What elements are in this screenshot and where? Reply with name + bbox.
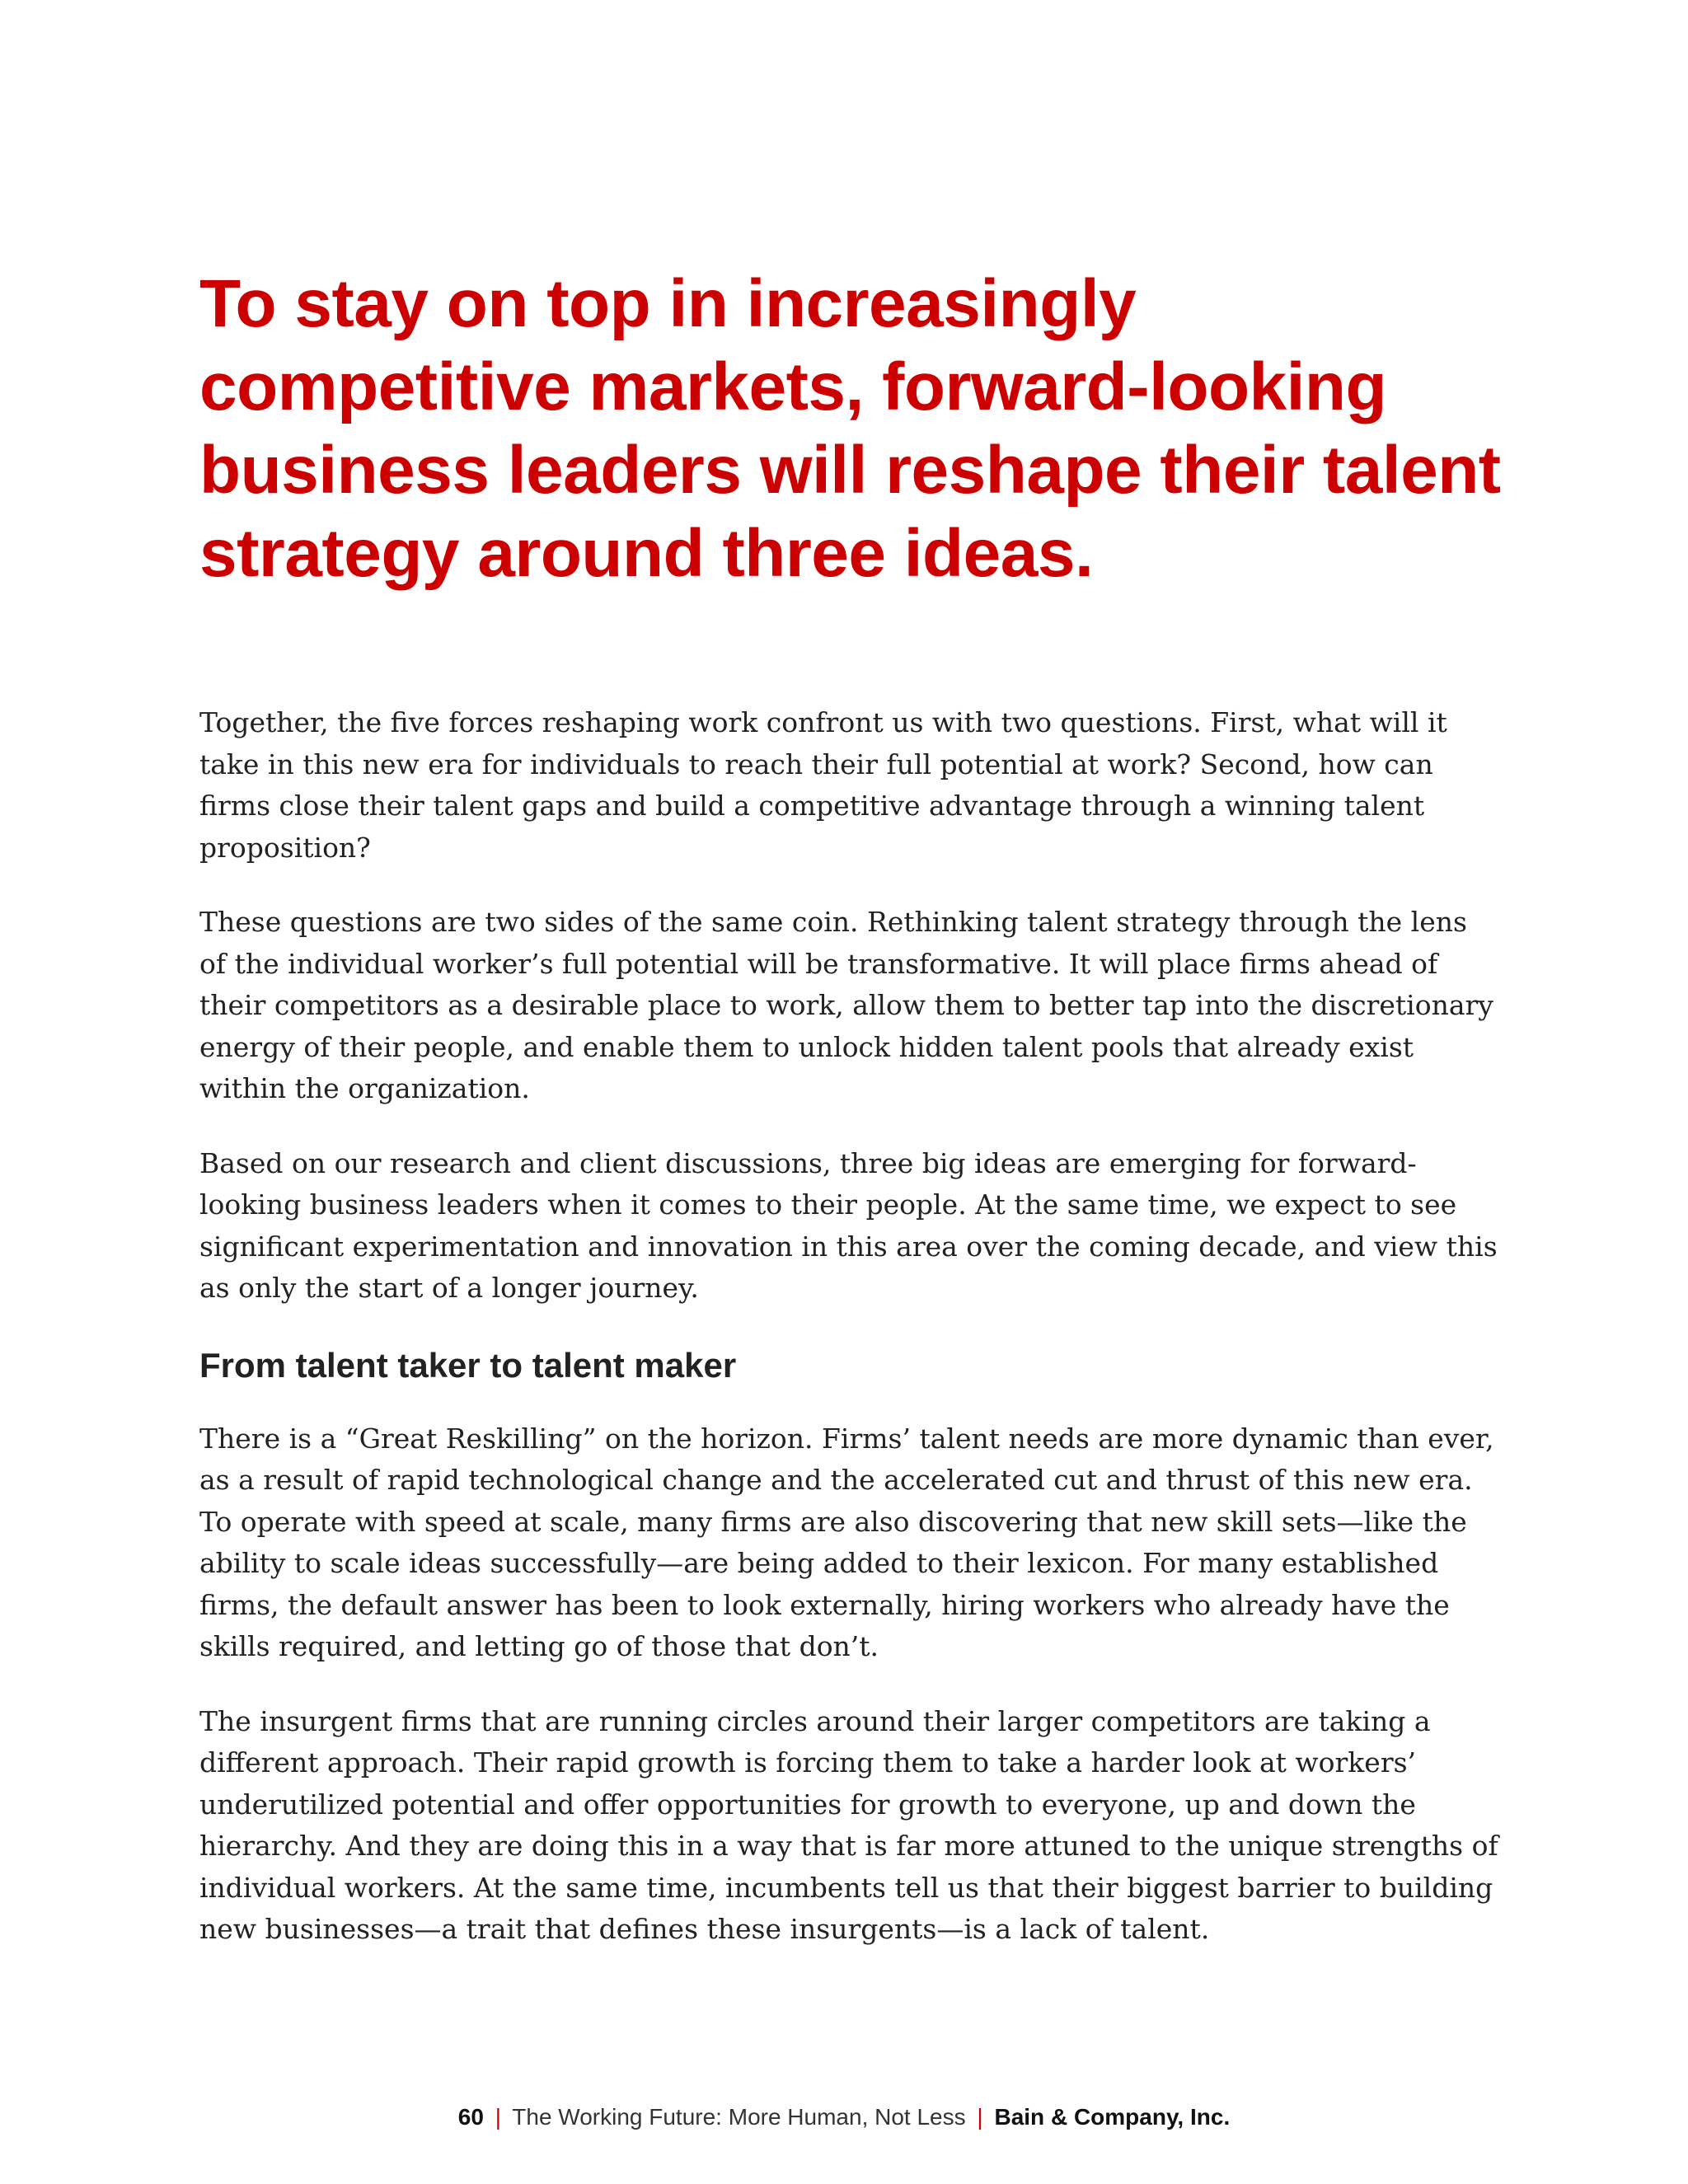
intro-paragraph-1: Together, the five forces reshaping work confront us with two questions. First, what will it take in this new era for individuals to reach their full potential at work? Second, how can firms close their talent gaps and build a competitive advantage through a winning talent proposition? [199,706,1447,864]
section-paragraph-2: The insurgent firms that are running circles around their larger competitors are taking a different approach. Their rapid growth is forcing them to take a harder look at workers’ underutilized potential and offer opportunities for growth to everyone, up and down the hierarchy. And they are doing this in a way that is far more attuned to the unique strengths of individual workers. At the same time, incumbents tell us that their biggest barrier to building new businesses—a trait that defines these insurgents—is a lack of talent. [199,1704,1498,1945]
page-headline: To stay on top in increasingly competitive markets, forward-looking business leaders will reshape their talent strategy around three ideas. [199,266,1501,591]
section-paragraph-1: There is a “Great Reskilling” on the horizon. Firms’ talent needs are more dynamic than ever, as a result of rapid technological change and the accelerated cut and thrust of this new era. To operate with speed at scale, many firms are also discovering that new skill sets—like the ability to scale ideas successfully—are being added to their lexicon. For many established firms, the default answer has been to look externally, hiring workers who already have the skills required, and letting go of those that don’t. [199,1422,1494,1662]
intro-paragraph-2: These questions are two sides of the same coin. Rethinking talent strategy through the lens of the individual worker’s full potential will be transformative. It will place firms ahead of their competitors as a desirable place to work, allow them to better tap into the discretionary energy of their people, and enable them to unlock hidden talent pools that already exist within the organization. [199,906,1493,1104]
body-text [199,702,1502,1951]
intro-paragraph-3: Based on our research and client discussions, three big ideas are emerging for forward-looking business leaders when it comes to their people. At the same time, we expect to see significant experimentation and innovation in this area over the coming decade, and view this as only the start of a longer journey. [199,1146,1498,1304]
footer-separator-2: | [977,2104,983,2130]
page-content [199,262,1502,1984]
page-number: 60 [457,2104,484,2130]
footer-separator-1: | [495,2104,501,2130]
company-name: Bain & Company, Inc. [994,2104,1231,2130]
section-heading: From talent taker to talent maker [199,1345,737,1385]
report-title: The Working Future: More Human, Not Less [512,2104,966,2130]
page-footer [0,2103,1688,2131]
